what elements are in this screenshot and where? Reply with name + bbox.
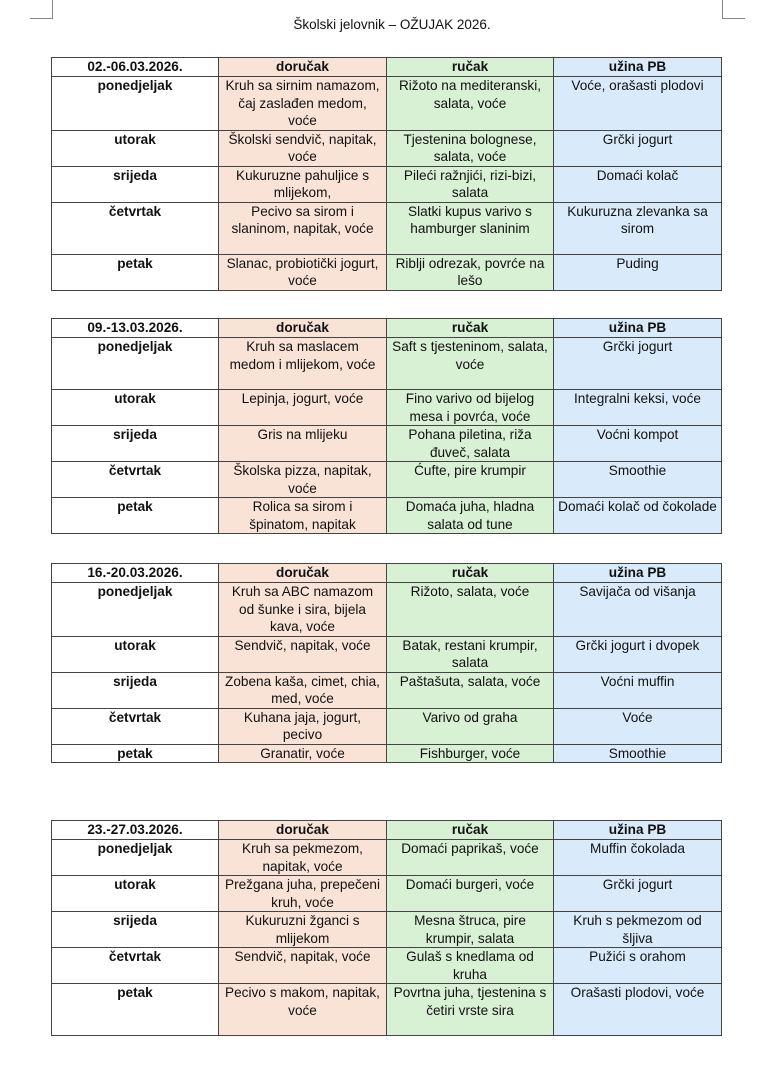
- column-header-breakfast: doručak: [219, 564, 387, 583]
- day-row: [52, 390, 722, 426]
- snack-cell: Voće, orašasti plodovi: [554, 77, 722, 131]
- week-table: [51, 57, 722, 291]
- day-row: [52, 912, 722, 948]
- day-name: četvrtak: [52, 462, 219, 498]
- day-row: [52, 77, 722, 131]
- day-name: srijeda: [52, 426, 219, 462]
- snack-cell: Kukuruzna zlevanka sa sirom: [554, 202, 722, 254]
- snack-cell: Domaći kolač: [554, 166, 722, 202]
- snack-cell: Voćni kompot: [554, 426, 722, 462]
- column-header-breakfast: doručak: [219, 821, 387, 840]
- breakfast-cell: Rolica sa sirom i špinatom, napitak: [219, 498, 387, 534]
- lunch-cell: Ćufte, pire krumpir: [387, 462, 554, 498]
- week-table: [51, 318, 722, 534]
- day-name: četvrtak: [52, 948, 219, 984]
- day-row: [52, 166, 722, 202]
- day-row: [52, 130, 722, 166]
- day-row: [52, 498, 722, 534]
- week-header-row: [52, 319, 722, 338]
- breakfast-cell: Pecivo s makom, napitak, voće: [219, 984, 387, 1036]
- lunch-cell: Paštašuta, salata, voće: [387, 672, 554, 708]
- column-header-snack: užina PB: [554, 58, 722, 77]
- breakfast-cell: Zobena kaša, cimet, chia, med, voće: [219, 672, 387, 708]
- lunch-cell: Domaći burgeri, voće: [387, 876, 554, 912]
- day-name: četvrtak: [52, 202, 219, 254]
- column-header-lunch: ručak: [387, 58, 554, 77]
- lunch-cell: Fishburger, voće: [387, 744, 554, 763]
- lunch-cell: Tjestenina bolognese, salata, voće: [387, 130, 554, 166]
- lunch-cell: Slatki kupus varivo s hamburger slaninim: [387, 202, 554, 254]
- breakfast-cell: Lepinja, jogurt, voće: [219, 390, 387, 426]
- snack-cell: Muffin čokolada: [554, 840, 722, 876]
- day-name: srijeda: [52, 166, 219, 202]
- snack-cell: Voćni muffin: [554, 672, 722, 708]
- lunch-cell: Rižoto, salata, voće: [387, 583, 554, 637]
- day-row: [52, 583, 722, 637]
- snack-cell: Domaći kolač od čokolade: [554, 498, 722, 534]
- week-header-row: [52, 58, 722, 77]
- week-table: [51, 563, 722, 763]
- lunch-cell: Domaća juha, hladna salata od tune: [387, 498, 554, 534]
- day-name: srijeda: [52, 672, 219, 708]
- snack-cell: Savijača od višanja: [554, 583, 722, 637]
- breakfast-cell: Kruh sa ABC namazom od šunke i sira, bijela kava, voće: [219, 583, 387, 637]
- day-row: [52, 708, 722, 744]
- day-row: [52, 426, 722, 462]
- lunch-cell: Saft s tjesteninom, salata, voće: [387, 338, 554, 390]
- lunch-cell: Riblji odrezak, povrće na lešo: [387, 254, 554, 290]
- day-row: [52, 462, 722, 498]
- breakfast-cell: Školska pizza, napitak, voće: [219, 462, 387, 498]
- column-header-snack: užina PB: [554, 821, 722, 840]
- breakfast-cell: Kruh sa maslacem medom i mlijekom, voće: [219, 338, 387, 390]
- week-table: [51, 820, 722, 1036]
- day-name: utorak: [52, 636, 219, 672]
- breakfast-cell: Slanac, probiotički jogurt, voće: [219, 254, 387, 290]
- snack-cell: Smoothie: [554, 462, 722, 498]
- day-name: ponedjeljak: [52, 840, 219, 876]
- day-row: [52, 202, 722, 254]
- week-header-row: [52, 564, 722, 583]
- lunch-cell: Gulaš s knedlama od kruha: [387, 948, 554, 984]
- day-name: utorak: [52, 130, 219, 166]
- lunch-cell: Povrtna juha, tjestenina s četiri vrste sira: [387, 984, 554, 1036]
- day-name: ponedjeljak: [52, 338, 219, 390]
- breakfast-cell: Pecivo sa sirom i slaninom, napitak, voće: [219, 202, 387, 254]
- day-name: četvrtak: [52, 708, 219, 744]
- breakfast-cell: Prežgana juha, prepečeni kruh, voće: [219, 876, 387, 912]
- column-header-breakfast: doručak: [219, 58, 387, 77]
- day-row: [52, 840, 722, 876]
- day-name: petak: [52, 984, 219, 1036]
- lunch-cell: Pileći ražnjići, rizi-bizi, salata: [387, 166, 554, 202]
- day-name: utorak: [52, 390, 219, 426]
- day-name: ponedjeljak: [52, 77, 219, 131]
- column-header-lunch: ručak: [387, 564, 554, 583]
- week-date-range: 09.-13.03.2026.: [52, 319, 219, 338]
- day-row: [52, 254, 722, 290]
- day-name: srijeda: [52, 912, 219, 948]
- breakfast-cell: Granatir, voće: [219, 744, 387, 763]
- snack-cell: Pužići s orahom: [554, 948, 722, 984]
- lunch-cell: Pohana piletina, riža đuveč, salata: [387, 426, 554, 462]
- day-row: [52, 984, 722, 1036]
- day-row: [52, 948, 722, 984]
- day-name: petak: [52, 498, 219, 534]
- snack-cell: Voće: [554, 708, 722, 744]
- day-row: [52, 672, 722, 708]
- day-name: ponedjeljak: [52, 583, 219, 637]
- breakfast-cell: Gris na mlijeku: [219, 426, 387, 462]
- day-row: [52, 876, 722, 912]
- breakfast-cell: Kruh sa sirnim namazom, čaj zaslađen medom, voće: [219, 77, 387, 131]
- snack-cell: Grčki jogurt i dvopek: [554, 636, 722, 672]
- week-date-range: 16.-20.03.2026.: [52, 564, 219, 583]
- day-row: [52, 636, 722, 672]
- week-date-range: 23.-27.03.2026.: [52, 821, 219, 840]
- breakfast-cell: Kuhana jaja, jogurt, pecivo: [219, 708, 387, 744]
- page-title: Školski jelovnik – OŽUJAK 2026.: [293, 17, 491, 32]
- day-row: [52, 338, 722, 390]
- column-header-snack: užina PB: [554, 319, 722, 338]
- column-header-lunch: ručak: [387, 821, 554, 840]
- lunch-cell: Fino varivo od bijelog mesa i povrća, voće: [387, 390, 554, 426]
- column-header-lunch: ručak: [387, 319, 554, 338]
- week-header-row: [52, 821, 722, 840]
- snack-cell: Grčki jogurt: [554, 876, 722, 912]
- breakfast-cell: Sendvič, napitak, voće: [219, 636, 387, 672]
- day-row: [52, 744, 722, 763]
- snack-cell: Grčki jogurt: [554, 338, 722, 390]
- snack-cell: Integralni keksi, voće: [554, 390, 722, 426]
- breakfast-cell: Kukuruzni žganci s mlijekom: [219, 912, 387, 948]
- snack-cell: Kruh s pekmezom od šljiva: [554, 912, 722, 948]
- column-header-breakfast: doručak: [219, 319, 387, 338]
- lunch-cell: Rižoto na mediteranski, salata, voće: [387, 77, 554, 131]
- lunch-cell: Domaći paprikaš, voće: [387, 840, 554, 876]
- breakfast-cell: Kruh sa pekmezom, napitak, voće: [219, 840, 387, 876]
- lunch-cell: Mesna štruca, pire krumpir, salata: [387, 912, 554, 948]
- week-date-range: 02.-06.03.2026.: [52, 58, 219, 77]
- snack-cell: Puding: [554, 254, 722, 290]
- lunch-cell: Varivo od graha: [387, 708, 554, 744]
- day-name: petak: [52, 254, 219, 290]
- snack-cell: Grčki jogurt: [554, 130, 722, 166]
- lunch-cell: Batak, restani krumpir, salata: [387, 636, 554, 672]
- breakfast-cell: Kukuruzne pahuljice s mlijekom,: [219, 166, 387, 202]
- breakfast-cell: Sendvič, napitak, voće: [219, 948, 387, 984]
- day-name: utorak: [52, 876, 219, 912]
- snack-cell: Orašasti plodovi, voće: [554, 984, 722, 1036]
- snack-cell: Smoothie: [554, 744, 722, 763]
- day-name: petak: [52, 744, 219, 763]
- column-header-snack: užina PB: [554, 564, 722, 583]
- breakfast-cell: Školski sendvič, napitak, voće: [219, 130, 387, 166]
